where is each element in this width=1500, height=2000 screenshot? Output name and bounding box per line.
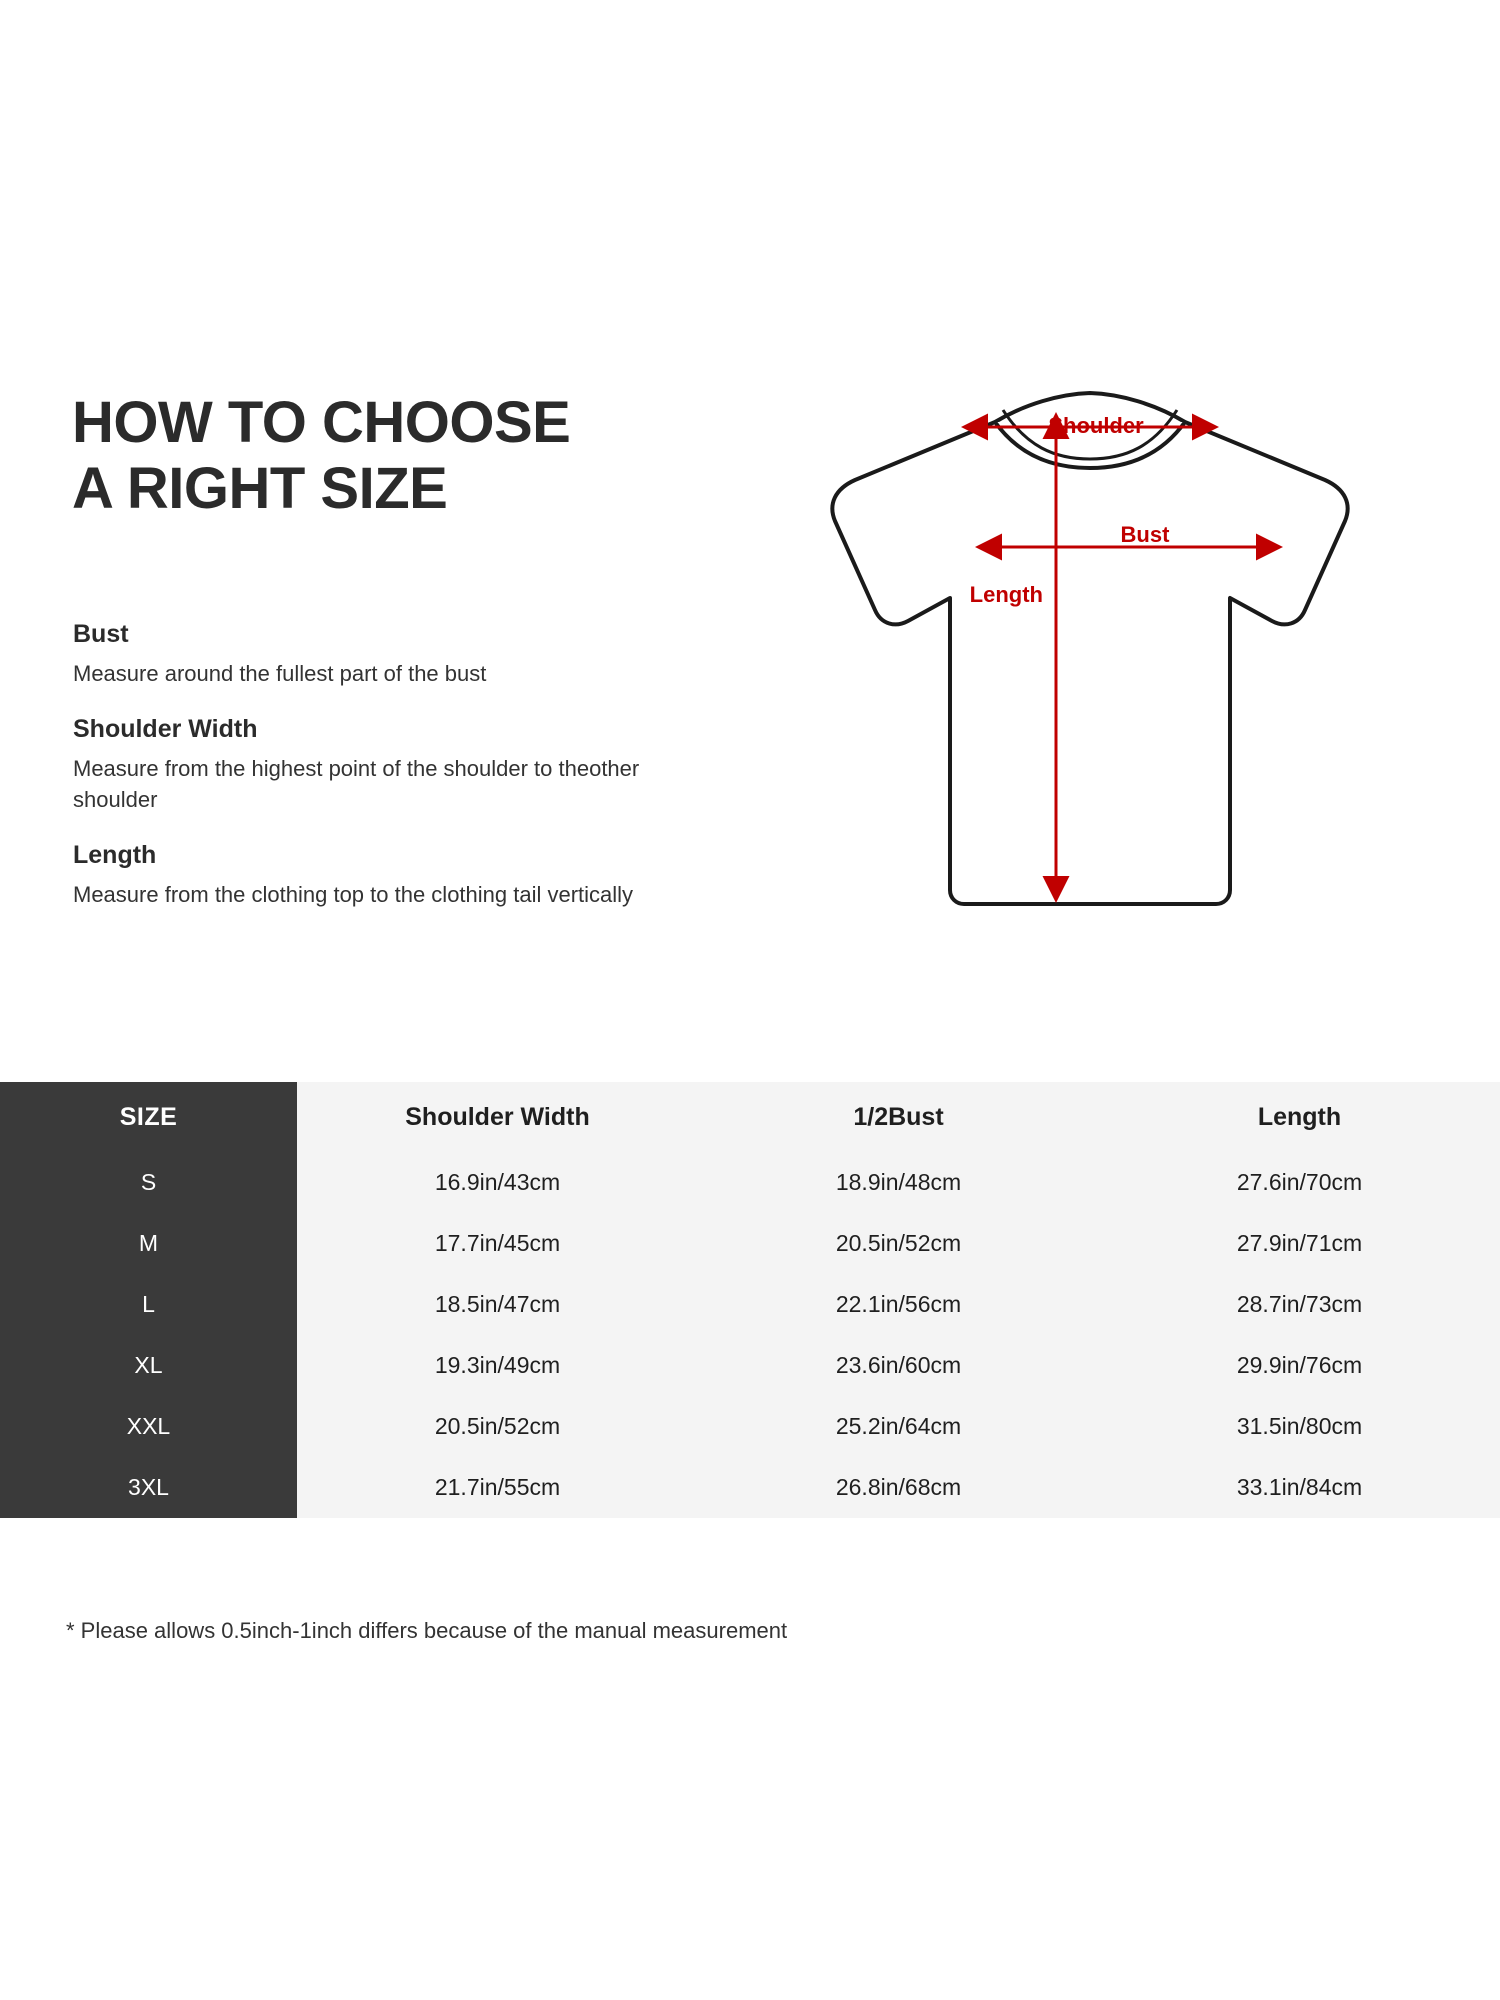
cell-bust: 18.9in/48cm — [698, 1152, 1099, 1213]
size-table-body — [0, 1152, 1500, 1518]
tshirt-outline — [832, 393, 1347, 904]
cell-length: 28.7in/73cm — [1099, 1274, 1500, 1335]
cell-length: 29.9in/76cm — [1099, 1335, 1500, 1396]
cell-bust: 26.8in/68cm — [698, 1457, 1099, 1518]
cell-size: XL — [0, 1335, 297, 1396]
definition-description: Measure from the clothing top to the clothing tail vertically — [73, 882, 634, 907]
cell-size: M — [0, 1213, 297, 1274]
table-row — [0, 1335, 1500, 1396]
cell-bust: 22.1in/56cm — [698, 1274, 1099, 1335]
cell-shoulder: 17.7in/45cm — [297, 1213, 698, 1274]
cell-shoulder: 18.5in/47cm — [297, 1274, 698, 1335]
cell-size: XXL — [0, 1396, 297, 1457]
size-table — [0, 1082, 1500, 1518]
definition-bust — [73, 620, 673, 689]
definition-term: Bust — [73, 620, 129, 648]
header-length: Length — [1099, 1082, 1500, 1152]
definition-term: Shoulder Width — [73, 715, 258, 743]
shoulder-label: Shoulder — [1048, 413, 1144, 438]
page-title — [72, 390, 712, 522]
cell-shoulder: 21.7in/55cm — [297, 1457, 698, 1518]
bust-label: Bust — [1120, 522, 1170, 547]
page-title-line-1: HOW TO CHOOSE — [72, 390, 571, 455]
definition-description: Measure around the fullest part of the bust — [73, 661, 487, 686]
cell-size: L — [0, 1274, 297, 1335]
measurement-disclaimer: * Please allows 0.5inch-1inch differs because of the manual measurement — [66, 1618, 788, 1643]
definition-shoulder-width — [73, 715, 673, 815]
table-row — [0, 1274, 1500, 1335]
header-size: SIZE — [0, 1082, 297, 1152]
cell-shoulder: 19.3in/49cm — [297, 1335, 698, 1396]
table-row — [0, 1213, 1500, 1274]
page-title-line-2: A RIGHT SIZE — [72, 456, 448, 521]
cell-bust: 25.2in/64cm — [698, 1396, 1099, 1457]
table-row — [0, 1457, 1500, 1518]
cell-shoulder: 16.9in/43cm — [297, 1152, 698, 1213]
cell-size: 3XL — [0, 1457, 297, 1518]
length-label: Length — [969, 582, 1043, 607]
cell-length: 27.9in/71cm — [1099, 1213, 1500, 1274]
size-chart — [0, 1082, 1500, 1542]
tshirt-diagram — [760, 370, 1420, 1010]
cell-shoulder: 20.5in/52cm — [297, 1396, 698, 1457]
table-row — [0, 1396, 1500, 1457]
header-half-bust: 1/2Bust — [698, 1082, 1099, 1152]
header-shoulder-width: Shoulder Width — [297, 1082, 698, 1152]
definition-description: Measure from the highest point of the shoulder to theother shoulder — [73, 756, 640, 812]
cell-length: 33.1in/84cm — [1099, 1457, 1500, 1518]
cell-bust: 23.6in/60cm — [698, 1335, 1099, 1396]
size-table-header — [0, 1082, 1500, 1152]
table-row — [0, 1152, 1500, 1213]
cell-length: 31.5in/80cm — [1099, 1396, 1500, 1457]
definition-term: Length — [73, 841, 157, 869]
cell-length: 27.6in/70cm — [1099, 1152, 1500, 1213]
measurement-definitions — [73, 620, 673, 936]
table-header-row — [0, 1082, 1500, 1152]
cell-size: S — [0, 1152, 297, 1213]
cell-bust: 20.5in/52cm — [698, 1213, 1099, 1274]
definition-length — [73, 841, 673, 910]
